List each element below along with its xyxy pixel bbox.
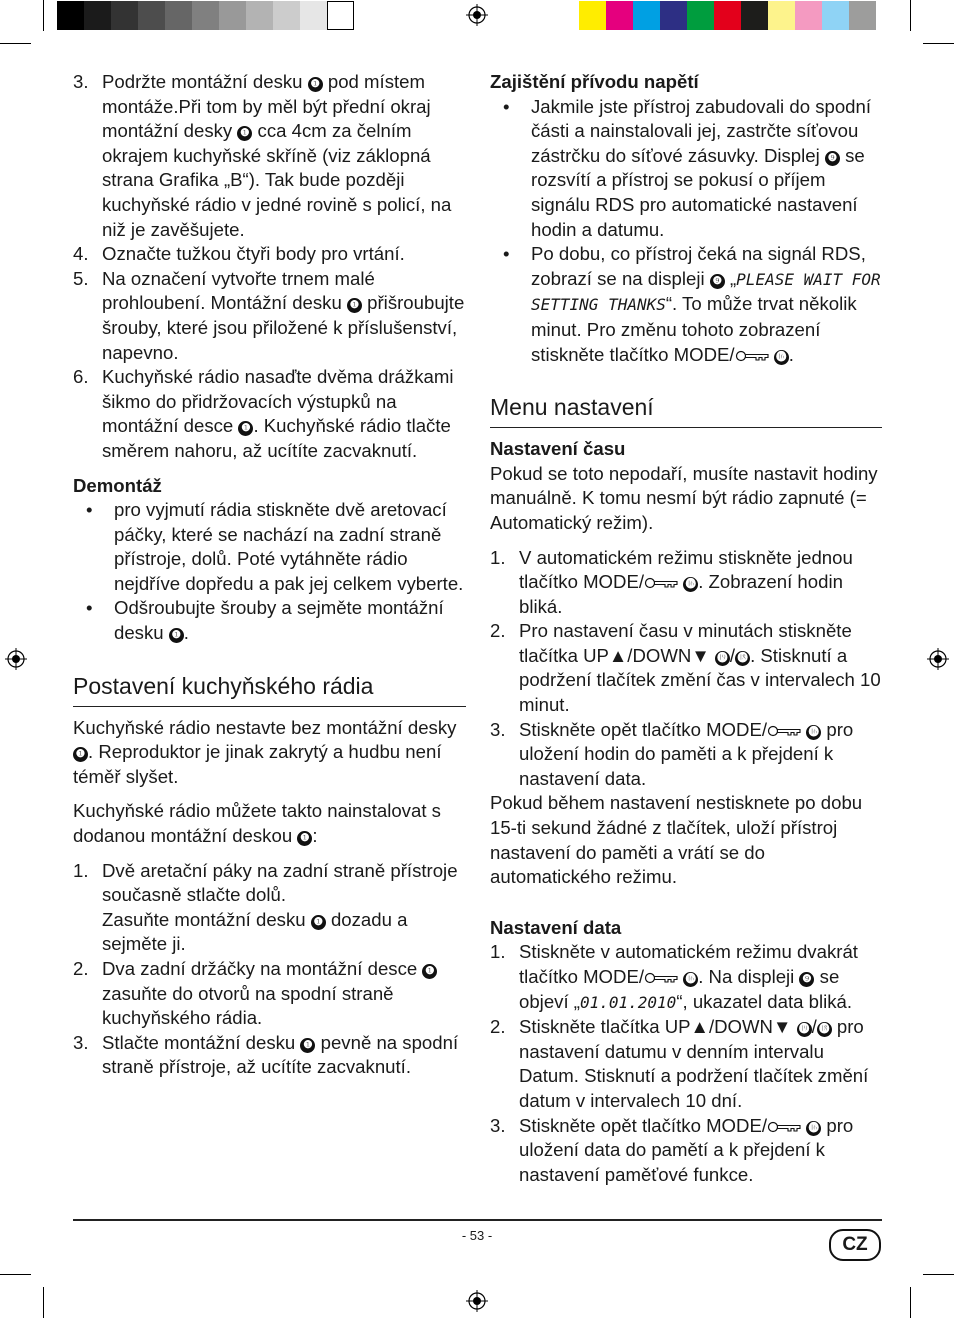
list-item: 3. Stlačte montážní desku ❶ pevně na spodní straně přístroje, až ucítíte zacvaknutí. [73,1031,459,1078]
calibration-swatch [327,1,354,30]
registration-mark-icon [927,648,949,670]
language-badge: CZ [829,1229,881,1261]
ref-18-icon: ⓲ [735,651,750,666]
list-item: 2. Pro nastavení času v minutách stiskněte tlačítka UP▲/DOWN▼ ⓳ / ⓲ . Stisknutí a podržení tlačítek změní čas v intervalech 10 minut. [490,620,881,716]
list-item: 3. Stiskněte opět tlačítko MODE/ ⓰ pro uložení data do pamětí a k přejdení k nastavení paměťové funkce. [490,1114,854,1185]
subheading-demontaz: Demontáž [73,474,162,496]
ref-1-icon: ❶ [169,628,184,643]
calibration-swatch [273,1,300,30]
cas-steps [490,546,882,792]
lcd-text: 01.01.2010 [579,992,677,1012]
napeti-list [490,95,882,368]
ref-1-icon: ❶ [311,915,326,930]
list-item: 1. V automatickém režimu stiskněte jednou tlačítko MODE/ ⓰ . Zobrazení hodin bliká. [490,546,853,617]
ref-9-icon: ❾ [710,274,725,289]
paragraph: Kuchyňské rádio nestavte bez montážní desky ❶ . Reproduktor je jinak zakrytý a hudbu není téměř slyšet. [73,716,457,787]
ref-16-icon: ⓰ [806,1121,821,1136]
ref-1-icon: ❶ [73,747,88,762]
crop-mark [910,1287,911,1318]
data-steps [490,940,882,1187]
ref-18-icon: ⓲ [817,1022,832,1037]
list-item: 6. Kuchyňské rádio nasaďte dvěma drážkami šikmo do přidržovacích výstupků na montážní desce ❶ . Kuchyňské rádio tlačte směrem nahoru, až ucítíte zacvaknutí. [73,366,454,461]
list-item: 1. Dvě aretační páky na zadní straně přístroje současně stlačte dolů. Zasuňte montážní desku ❶ dozadu a sejměte ji. [73,859,458,955]
calibration-swatch [687,1,714,30]
key-icon [644,577,678,589]
ref-1-icon: ❶ [237,126,252,141]
color-calibration-strip [579,1,876,30]
subheading-cas: Nastavení času [490,438,626,460]
calibration-swatch [246,1,273,30]
ref-1-icon: ❶ [238,421,253,436]
calibration-swatch [822,1,849,30]
list-item: • Odšroubujte šrouby a sejměte montážní desku ❶ . [86,597,444,644]
calibration-swatch [192,1,219,30]
left-column [73,70,466,1080]
calibration-swatch [111,1,138,30]
page-number: - 53 - [461,1228,493,1243]
ref-19-icon: ⓳ [797,1022,812,1037]
ref-9-icon: ❾ [825,151,840,166]
list-item: 1. Stiskněte v automatickém režimu dvakrát tlačítko MODE/ ⓰ . Na displeji ❾ se objeví „01.01.2010“, ukazatel data bliká. [490,941,858,1012]
demontaz-list [73,498,466,646]
registration-mark-icon [466,4,488,26]
calibration-swatch [219,1,246,30]
calibration-swatch [57,1,84,30]
list-item: 2. Stiskněte tlačítka UP▲/DOWN▼ ⓳ / ⓲ pro nastavení datumu v denním intervalu Datum. Stisknutí a podržení tlačítek změní datum v intervalech 10 dní. [490,1016,869,1111]
ref-16-icon: ⓰ [774,350,789,365]
section-title-postaveni: Postavení kuchyňského rádia [73,672,466,707]
calibration-swatch [579,1,606,30]
calibration-swatch [300,1,327,30]
key-icon [644,972,678,984]
calibration-swatch [849,1,876,30]
subheading-data: Nastavení data [490,916,622,938]
subheading-napeti: Zajištění přívodu napětí [490,71,699,92]
ref-16-icon: ⓰ [683,577,698,592]
crop-mark [43,0,44,31]
key-icon [735,350,769,362]
ref-16-icon: ⓰ [683,972,698,987]
paragraph: Pokud během nastavení nestisknete po dobu 15-ti sekund žádné z tlačítek, uloží přístroj nastavení do paměti a vrátí se do automatického režimu. [490,792,863,888]
crop-mark [43,1287,44,1318]
paragraph: Pokud se toto nepodaří, musíte nastavit hodiny manuálně. K tomu nesmí být rádio zapnuté (= Automatický režim). [490,462,878,533]
crop-mark [923,43,954,44]
ref-1-icon: ❶ [347,298,362,313]
crop-mark [910,0,911,31]
list-item: • Jakmile jste přístroj zabudovali do spodní části a nainstalovali jej, zastrčte síťovou zástrčku do síťové zásuvky. Displej ❾ se rozsvítí a přístroj se pokusí o příjem signálu RDS pro automatické nastavení hodin a datumu. [503,95,872,240]
list-item: 4. Označte tužkou čtyři body pro vrtání. [73,243,405,265]
paragraph: Kuchyňské rádio můžete takto nainstalovat s dodanou montážní deskou ❶ : [73,800,441,847]
calibration-swatch [741,1,768,30]
ref-1-icon: ❶ [300,1038,315,1053]
calibration-swatch [84,1,111,30]
calibration-swatch [606,1,633,30]
calibration-swatch [768,1,795,30]
lcd-text: PLEASE WAIT FOR SETTING THANKS [531,269,881,315]
footer-rule [73,1219,882,1221]
ref-9-icon: ❾ [799,972,814,987]
ref-16-icon: ⓰ [806,725,821,740]
right-column [490,70,882,1187]
list-item: • pro vyjmutí rádia stiskněte dvě aretovací páčky, které se nachází na zadní straně přístroje, dolů. Poté vytáhněte rádio nejdříve dopředu a pak jej celkem vyberte. [86,499,464,594]
calibration-swatch [138,1,165,30]
calibration-swatch [165,1,192,30]
calibration-swatch [795,1,822,30]
ref-19-icon: ⓳ [715,651,730,666]
crop-mark [0,1274,31,1275]
calibration-swatch [633,1,660,30]
key-icon [767,725,801,737]
list-item: • Po dobu, co přístroj čeká na signál RDS, zobrazí se na displeji ❾ „PLEASE WAIT FOR SETTING THANKS“. To může trvat několik minut. Pro změnu tohoto zobrazení stiskněte tlačítko MODE/ ⓰ . [503,243,881,365]
postaveni-steps [73,859,466,1080]
registration-mark-icon [5,648,27,670]
registration-mark-icon [466,1290,488,1312]
list-item: 3. Stiskněte opět tlačítko MODE/ ⓰ pro uložení hodin do paměti a k přejdení k nastavení data. [490,718,854,789]
calibration-swatch [714,1,741,30]
ref-1-icon: ❶ [297,831,312,846]
mounting-steps-continued [73,70,466,464]
ref-1-icon: ❶ [308,77,323,92]
section-title-menu: Menu nastavení [490,393,882,428]
calibration-swatch [660,1,687,30]
ref-1-icon: ❶ [422,964,437,979]
gray-calibration-strip [57,1,354,30]
list-item: 5. Na označení vytvořte trnem malé prohloubení. Montážní desku ❶ přišroubujte šrouby, které jsou přiložené k příslušenství, napevno. [73,267,465,363]
crop-mark [923,1274,954,1275]
list-item: 2. Dva zadní držáčky na montážní desce ❶ zasuňte do otvorů na spodní straně kuchyňského rádia. [73,957,466,1031]
crop-mark [0,43,31,44]
list-item: 3. Podržte montážní desku ❶ pod místem montáže.Při tom by měl být přední okraj montážní desky ❶ cca 4cm za čelním okrajem kuchyňské skříně (viz záklopná strana Grafika „B“). Tak bude později kuchyňské rádio v jedné rovině s policí, na niž je zavěšujete. [73,71,452,240]
key-icon [767,1121,801,1133]
